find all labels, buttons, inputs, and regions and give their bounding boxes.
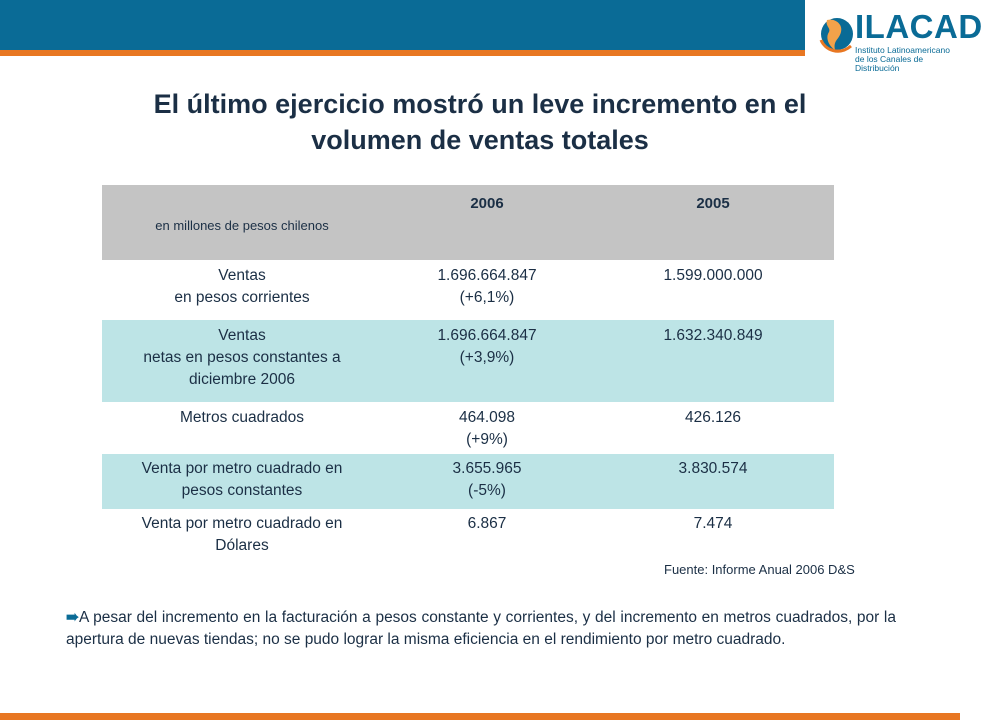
table-row xyxy=(102,320,834,402)
row-label-line: Metros cuadrados xyxy=(179,409,305,426)
row-label-line: Dólares xyxy=(215,537,269,554)
top-header-bar xyxy=(0,0,805,50)
row-label-line: Ventas xyxy=(218,267,266,284)
logo-subtitle xyxy=(855,46,955,73)
value-2005: 1.599.000.000 xyxy=(663,267,763,284)
summary-text: A pesar del incremento en la facturación a pesos constante y corrientes, y del incremento en metros cuadrados, por la apertura de nuevas tiendas; no se pudo lograr la misma eficiencia en el rendimiento por metro cuadrado. xyxy=(66,609,896,648)
logo-subtitle-line2: de los Canales de Distribución xyxy=(855,54,924,73)
value-2006 xyxy=(382,509,592,561)
value-2006-change: (+3,9%) xyxy=(459,349,515,366)
arrow-right-icon: ➠ xyxy=(66,609,79,626)
value-2005: 7.474 xyxy=(693,515,733,532)
table-row xyxy=(102,260,834,320)
value-2006 xyxy=(382,402,592,454)
table-header-row xyxy=(102,185,834,260)
value-2006-change: (-5%) xyxy=(468,482,506,499)
value-2006-amount: 1.696.664.847 xyxy=(437,267,537,284)
page-title-line1: El último ejercicio mostró un leve incremento en el xyxy=(153,89,807,119)
row-label-line: Venta por metro cuadrado en xyxy=(141,460,343,477)
value-2006-amount: 6.867 xyxy=(467,515,507,532)
logo-name: ILACAD xyxy=(855,8,983,45)
value-2005: 426.126 xyxy=(684,409,742,426)
page-title-line2: volumen de ventas totales xyxy=(311,125,649,155)
row-label xyxy=(102,454,382,509)
column-header-2006: 2006 xyxy=(470,195,504,212)
value-2006 xyxy=(382,454,592,509)
value-2006-amount: 464.098 xyxy=(458,409,516,426)
value-2006 xyxy=(382,260,592,320)
value-2005: 3.830.574 xyxy=(678,460,748,477)
source-note: Fuente: Informe Anual 2006 D&S xyxy=(664,562,855,577)
row-label-line: en pesos corrientes xyxy=(174,289,310,306)
ilacad-logo xyxy=(815,6,983,73)
column-header-2005: 2005 xyxy=(696,195,730,212)
value-2006-change: (+6,1%) xyxy=(459,289,515,306)
logo-subtitle-line1: Instituto Latinoamericano xyxy=(855,45,950,55)
value-2006-amount: 3.655.965 xyxy=(452,460,522,477)
row-label-line: diciembre 2006 xyxy=(189,371,295,388)
row-label-line: pesos constantes xyxy=(181,482,303,499)
unit-label: en millones de pesos chilenos xyxy=(155,218,329,233)
value-2006-amount: 1.696.664.847 xyxy=(437,327,537,344)
sales-table xyxy=(102,185,834,561)
summary-paragraph xyxy=(66,607,896,651)
row-label xyxy=(102,402,382,454)
value-2006-change: (+9%) xyxy=(466,431,508,448)
row-label-line: Ventas xyxy=(218,327,266,344)
page-title xyxy=(60,86,900,158)
top-accent-line xyxy=(0,50,805,56)
row-label xyxy=(102,320,382,402)
value-2005: 1.632.340.849 xyxy=(663,327,763,344)
table-row xyxy=(102,454,834,509)
row-label-line: netas en pesos constantes a xyxy=(143,349,341,366)
table-row xyxy=(102,402,834,454)
row-label xyxy=(102,260,382,320)
value-2006 xyxy=(382,320,592,402)
bottom-accent-bar xyxy=(0,713,960,720)
row-label xyxy=(102,509,382,561)
globe-icon xyxy=(815,10,855,60)
table-row xyxy=(102,509,834,561)
row-label-line: Venta por metro cuadrado en xyxy=(141,515,343,532)
